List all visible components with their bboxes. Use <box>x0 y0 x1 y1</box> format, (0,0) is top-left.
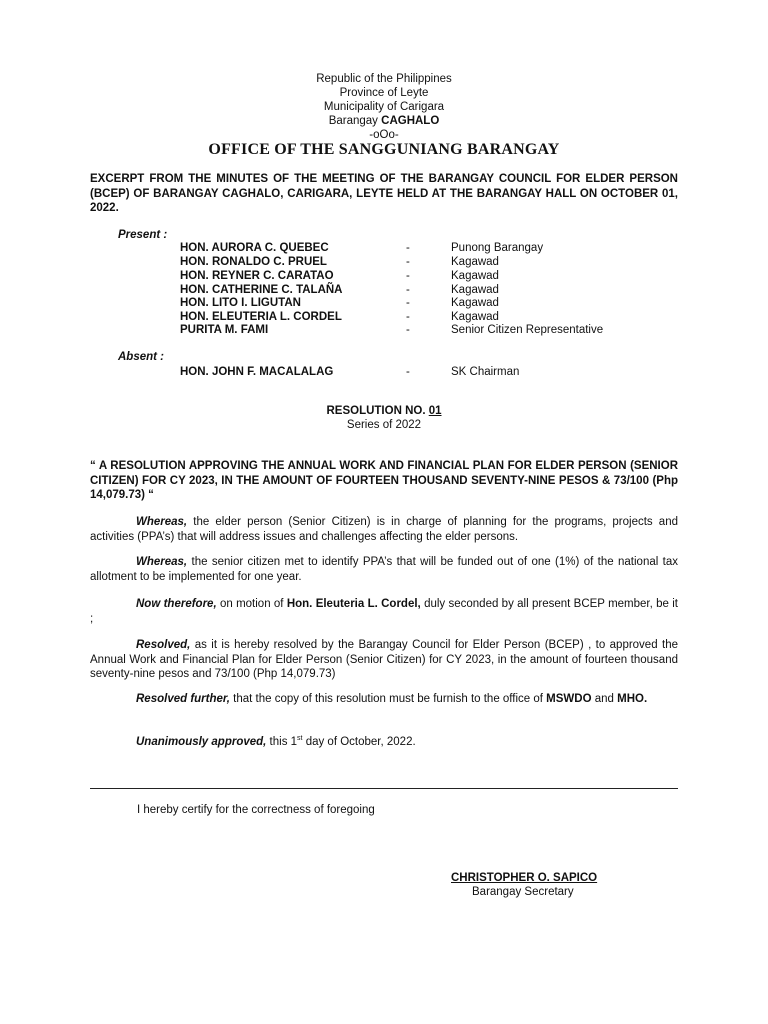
divider-line <box>90 788 678 789</box>
paragraph-text: on motion of <box>216 598 287 610</box>
letterhead-ornament: -oOo- <box>369 129 399 141</box>
certification-text: I hereby certify for the correctness of foregoing <box>137 804 375 816</box>
paragraph-text: and <box>591 693 618 705</box>
paragraph-text: day of October, 2022. <box>302 736 416 748</box>
attendee-position: Kagawad <box>451 256 499 268</box>
letterhead-country: Republic of the Philippines <box>316 73 452 85</box>
office-mho: MHO. <box>617 693 648 705</box>
attendee-row <box>0 284 768 298</box>
attendee-dash: - <box>406 270 410 282</box>
attendee-name: HON. LITO I. LIGUTAN <box>180 297 301 309</box>
letterhead <box>0 72 768 142</box>
attendee-row <box>0 242 768 256</box>
signatory-title: Barangay Secretary <box>472 886 574 898</box>
absentee-dash: - <box>406 366 410 378</box>
paragraph-lead: Resolved further, <box>136 693 230 705</box>
letterhead-province: Province of Leyte <box>339 87 429 99</box>
barangay-prefix: Barangay <box>328 115 382 127</box>
attendee-row <box>0 324 768 338</box>
resolution-series: Series of 2022 <box>346 419 422 431</box>
paragraph-lead: Now therefore, <box>136 598 217 610</box>
attendee-name: HON. CATHERINE C. TALAÑA <box>180 284 343 296</box>
absentee-name: HON. JOHN F. MACALALAG <box>180 366 334 378</box>
attendee-position: Senior Citizen Representative <box>451 324 604 336</box>
attendee-name: PURITA M. FAMI <box>180 324 269 336</box>
paragraph-text: that the copy of this resolution must be furnish to the office of <box>229 693 547 705</box>
attendee-position: Kagawad <box>451 284 499 296</box>
paragraph-text: the elder person (Senior Citizen) is in charge of planning for the programs, projects and activities (PPA’s) that will address issues and challenges affecting the elder persons. <box>90 516 678 543</box>
attendee-dash: - <box>406 311 410 323</box>
resolution-number-value: 01 <box>428 405 442 417</box>
attendee-dash: - <box>406 284 410 296</box>
absentee-row <box>0 366 768 380</box>
excerpt-heading: EXCERPT FROM THE MINUTES OF THE MEETING OF THE BARANGAY COUNCIL FOR ELDER PERSON (BCEP) OF BARANGAY CAGHALO, CARIGARA, LEYTE HELD AT THE BARANGAY HALL ON OCTOBER 01, 2022. <box>90 173 678 214</box>
attendee-row <box>0 311 768 325</box>
attendee-dash: - <box>406 297 410 309</box>
paragraph-text: as it is hereby resolved by the Barangay Council for Elder Person (BCEP) , to approved the Annual Work and Financial Plan for Elder Person (Senior Citizen) for CY 2023, in the amount of fourteen thousand seventy-nine pesos and 73/100 (Php 14,079.73) <box>90 639 678 680</box>
paragraph-lead: Resolved, <box>136 639 191 651</box>
attendee-name: HON. RONALDO C. PRUEL <box>180 256 327 268</box>
attendee-position: Kagawad <box>451 311 499 323</box>
resolution-number <box>0 405 768 417</box>
attendee-dash: - <box>406 242 410 254</box>
resolved-paragraph <box>90 638 678 682</box>
whereas-paragraph-2 <box>90 555 678 584</box>
attendee-dash: - <box>406 256 410 268</box>
barangay-name: CAGHALO <box>381 115 440 127</box>
attendee-row <box>0 270 768 284</box>
attendee-name: HON. AURORA C. QUEBEC <box>180 242 329 254</box>
attendee-position: Kagawad <box>451 297 499 309</box>
signatory-name: CHRISTOPHER O. SAPICO <box>451 872 598 884</box>
absentee-position: SK Chairman <box>451 366 520 378</box>
letterhead-municipality: Municipality of Carigara <box>323 101 445 113</box>
whereas-paragraph-1 <box>90 515 678 544</box>
paragraph-lead: Whereas, <box>136 556 188 568</box>
letterhead-barangay <box>0 114 768 128</box>
attendee-row <box>0 297 768 311</box>
resolution-title: “ A RESOLUTION APPROVING THE ANNUAL WORK AND FINANCIAL PLAN FOR ELDER PERSON (SENIOR CITIZEN) FOR CY 2023, IN THE AMOUNT OF FOURTEEN THOUSAND SEVENTY-NINE PESOS & 73/100 (Php 14,079.73) “ <box>90 460 678 501</box>
office-mswdo: MSWDO <box>546 693 592 705</box>
paragraph-lead: Unanimously approved, <box>136 736 267 748</box>
office-title: OFFICE OF THE SANGGUNIANG BARANGAY <box>208 141 560 158</box>
motion-mover: Hon. Eleuteria L. Cordel, <box>286 598 421 610</box>
paragraph-text: this 1 <box>266 736 298 748</box>
paragraph-lead: Whereas, <box>136 516 188 528</box>
resolved-further-paragraph <box>90 692 678 707</box>
paragraph-text: the senior citizen met to identify PPA’s that will be funded out of one (1%) of the national tax allotment to be implemented for one year. <box>90 556 678 583</box>
attendee-dash: - <box>406 324 410 336</box>
attendee-name: HON. REYNER C. CARATAO <box>180 270 334 282</box>
attendee-row <box>0 256 768 270</box>
ordinal-suffix: st <box>297 735 303 743</box>
attendee-name: HON. ELEUTERIA L. CORDEL <box>180 311 342 323</box>
resolution-number-prefix: RESOLUTION NO. <box>326 405 429 417</box>
now-therefore-paragraph <box>90 597 678 626</box>
approval-paragraph <box>90 735 678 750</box>
attendee-position: Kagawad <box>451 270 499 282</box>
present-label: Present : <box>118 229 168 241</box>
attendee-position: Punong Barangay <box>451 242 544 254</box>
paragraph-text: duly seconded by all present BCEP member, be it ; <box>90 598 678 625</box>
absent-label: Absent : <box>118 351 164 363</box>
